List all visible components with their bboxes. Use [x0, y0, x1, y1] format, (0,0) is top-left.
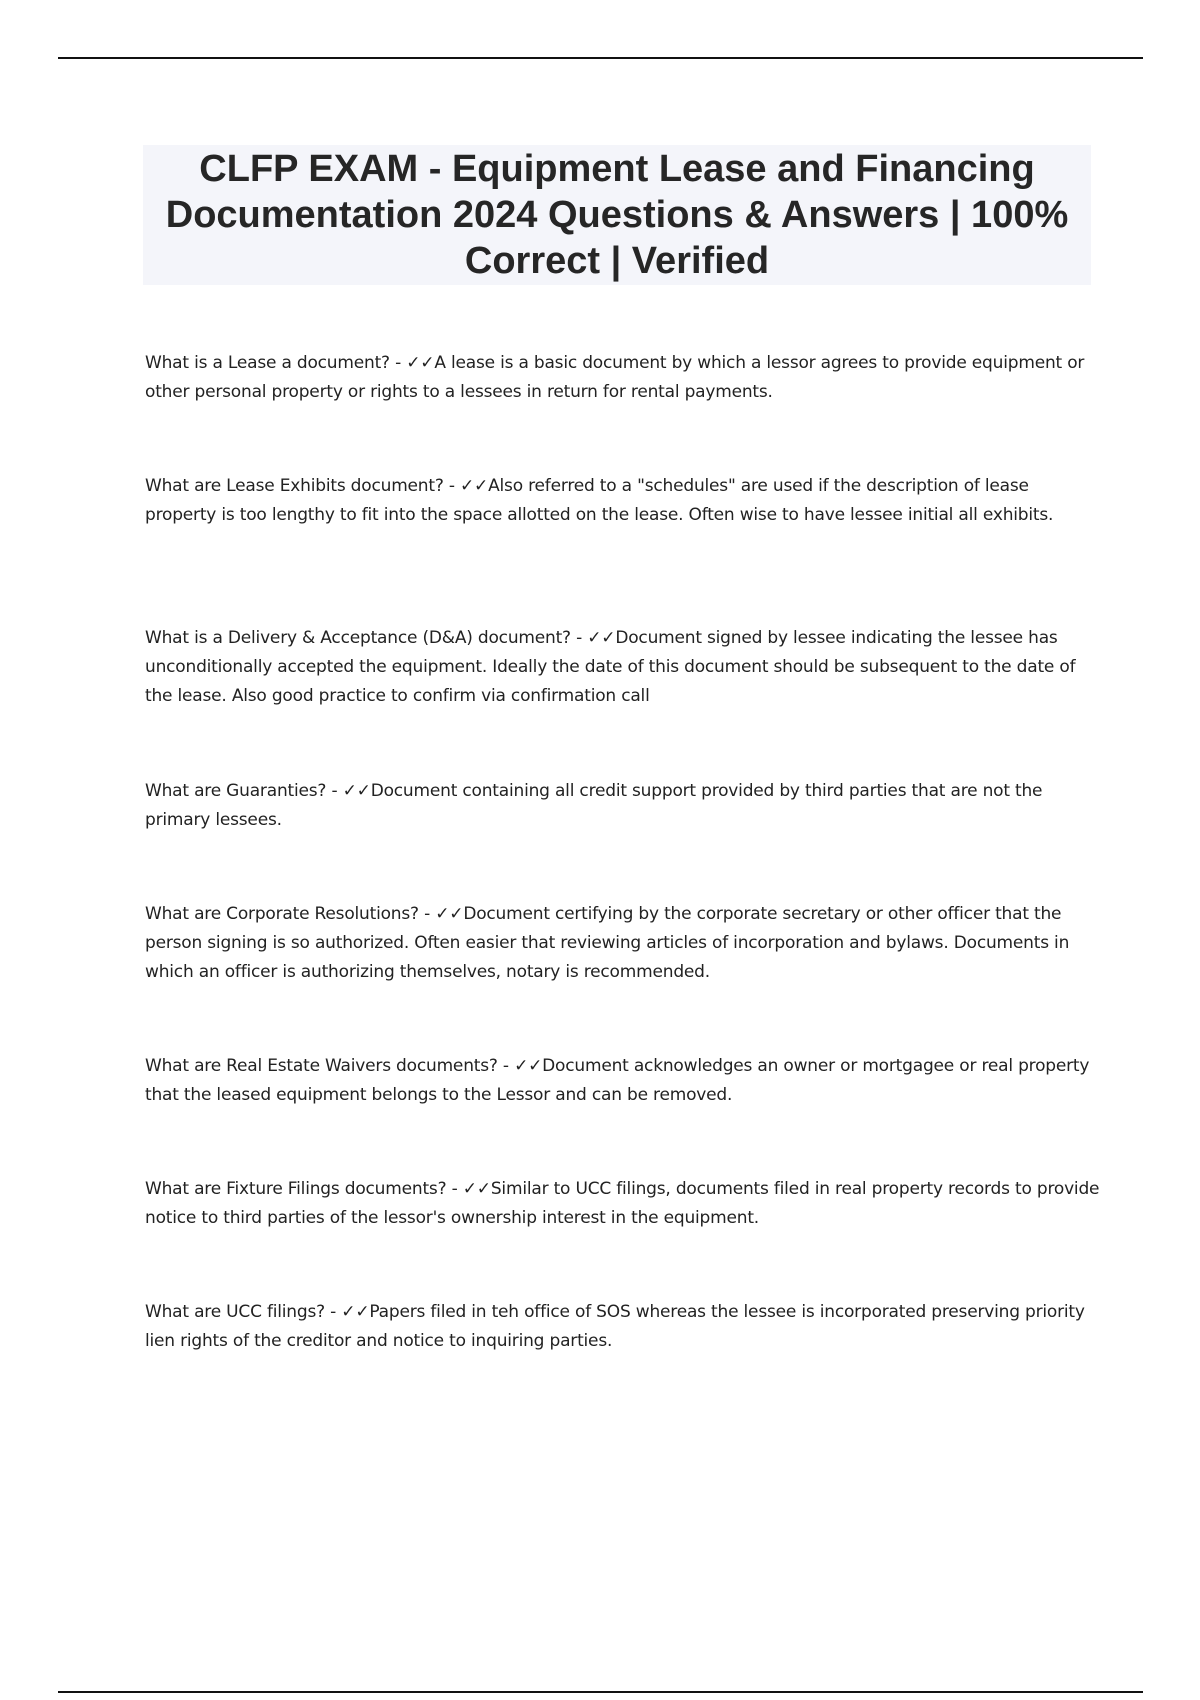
qa-item	[145, 624, 1100, 711]
document-title: CLFP EXAM - Equipment Lease and Financing Documentation 2024 Questions & Answers | 100% Correct | Verified	[165, 148, 1069, 282]
check-mark-icon: ✓✓	[435, 904, 464, 924]
separator: -	[326, 781, 343, 801]
question-text: What is a Lease a document?	[145, 353, 390, 373]
qa-item	[145, 472, 1100, 530]
answer-text: Document acknowledges an owner or mortgagee or real property that the leased equipment belongs to the Lessor and can be removed.	[145, 1056, 1090, 1105]
question-text: What is a Delivery & Acceptance (D&A) document?	[145, 628, 571, 648]
page-bottom-rule	[58, 1691, 1143, 1693]
check-mark-icon: ✓✓	[341, 1302, 370, 1322]
qa-item	[145, 349, 1100, 407]
page-top-rule	[58, 57, 1143, 59]
separator: -	[418, 904, 436, 924]
question-text: What are Guaranties?	[145, 781, 327, 801]
separator: -	[443, 476, 461, 496]
separator: -	[570, 628, 588, 648]
answer-text: Document certifying by the corporate secretary or other officer that the person signing is so authorized. Often easier that reviewing articles of incorporation and bylaws. Documents in which an officer is authorizing themselves, notary is recommended.	[145, 904, 1070, 982]
check-mark-icon: ✓✓	[514, 1056, 543, 1076]
question-text: What are Fixture Filings documents?	[145, 1179, 447, 1199]
answer-text: Document containing all credit support provided by third parties that are not the primary lessees.	[145, 781, 1043, 830]
question-text: What are Corporate Resolutions?	[145, 904, 419, 924]
question-text: What are Real Estate Waivers documents?	[145, 1056, 498, 1076]
qa-item	[145, 1175, 1100, 1233]
answer-text: Document signed by lessee indicating the lessee has unconditionally accepted the equipment. Ideally the date of this document should be subsequent to the date of the lease. Also good practice to confirm via confirmation call	[145, 628, 1076, 706]
check-mark-icon: ✓✓	[587, 628, 616, 648]
answer-text: Also referred to a "schedules" are used if the description of lease property is too lengthy to fit into the space allotted on the lease. Often wise to have lessee initial all exhibits.	[145, 476, 1054, 525]
check-mark-icon: ✓✓	[342, 781, 371, 801]
answer-text: Papers filed in teh office of SOS whereas the lessee is incorporated preserving priority lien rights of the creditor and notice to inquiring parties.	[145, 1302, 1085, 1351]
check-mark-icon: ✓✓	[462, 1179, 491, 1199]
title-banner	[143, 145, 1091, 285]
qa-item	[145, 1052, 1100, 1110]
qa-item	[145, 900, 1100, 987]
answer-text: Similar to UCC filings, documents filed in real property records to provide notice to third parties of the lessor's ownership interest in the equipment.	[145, 1179, 1100, 1228]
check-mark-icon: ✓✓	[406, 353, 435, 373]
answer-text: A lease is a basic document by which a lessor agrees to provide equipment or other personal property or rights to a lessees in return for rental payments.	[145, 353, 1085, 402]
qa-item	[145, 777, 1100, 835]
qa-item	[145, 1298, 1100, 1356]
question-text: What are Lease Exhibits document?	[145, 476, 444, 496]
separator: -	[446, 1179, 463, 1199]
check-mark-icon: ✓✓	[460, 476, 489, 496]
separator: -	[324, 1302, 342, 1322]
separator: -	[389, 353, 407, 373]
question-text: What are UCC filings?	[145, 1302, 325, 1322]
separator: -	[497, 1056, 515, 1076]
